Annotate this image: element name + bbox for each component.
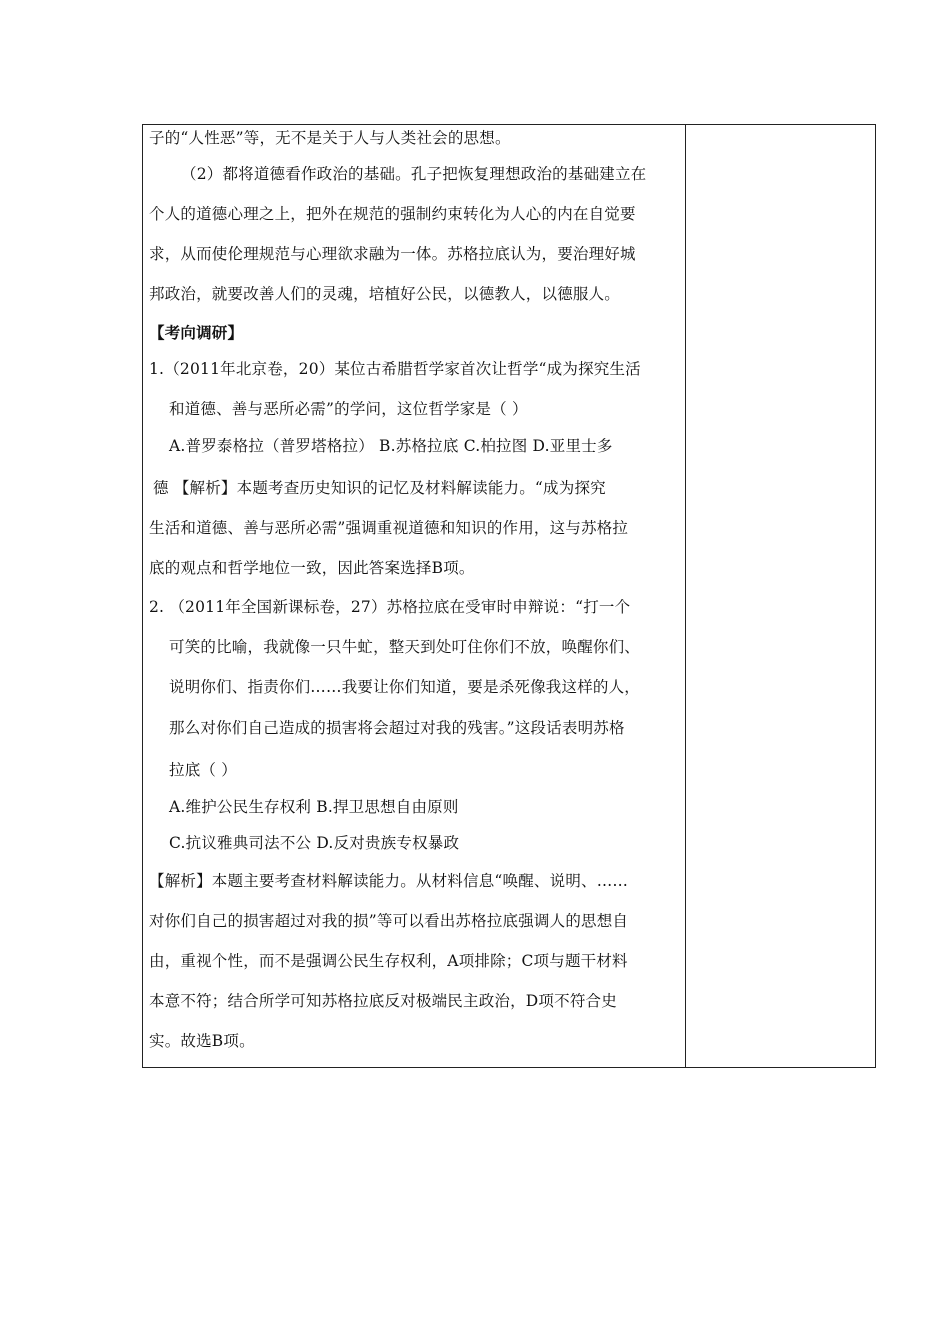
question-2-analysis: 对你们自己的损害超过对我的损”等可以看出苏格拉底强调人的思想自: [149, 912, 629, 930]
question-2-options: A.维护公民生存权利 B.捍卫思想自由原则: [169, 798, 459, 816]
question-1-stem: 1.（2011年北京卷，20）某位古希腊哲学家首次让哲学“成为探究生活: [149, 360, 641, 378]
question-1-analysis: 生活和道德、善与恶所必需”强调重视道德和知识的作用，这与苏格拉: [149, 519, 629, 537]
intro-line: 子的“人性恶”等，无不是关于人与人类社会的思想。: [149, 129, 511, 147]
question-2-stem: 那么对你们自己造成的损害将会超过对我的残害。”这段话表明苏格: [169, 719, 625, 737]
paragraph-line: （2）都将道德看作政治的基础。孔子把恢复理想政治的基础建立在: [181, 165, 647, 183]
question-2-options: C.抗议雅典司法不公 D.反对贵族专权暴政: [169, 834, 460, 852]
question-2-analysis: 实。故选B项。: [149, 1032, 255, 1050]
question-2-stem: 2. （2011年全国新课标卷，27）苏格拉底在受审时申辩说：“打一个: [149, 598, 631, 616]
question-2-analysis: 【解析】本题主要考查材料解读能力。从材料信息“唤醒、说明、……: [149, 872, 629, 890]
question-2-analysis: 本意不符；结合所学可知苏格拉底反对极端民主政治，D项不符合史: [149, 992, 617, 1010]
notes-cell: [686, 125, 875, 1067]
paragraph-line: 个人的道德心理之上，把外在规范的强制约束转化为人心的内在自觉要: [149, 205, 636, 223]
question-1-analysis: 底的观点和哲学地位一致，因此答案选择B项。: [149, 559, 475, 577]
question-1-analysis: 德 【解析】本题考查历史知识的记忆及材料解读能力。“成为探究: [153, 479, 606, 497]
content-cell: [143, 125, 685, 1067]
question-2-stem: 拉底（ ）: [169, 761, 237, 779]
question-2-stem: 可笑的比喻，我就像一只牛虻，整天到处叮住你们不放，唤醒你们、: [169, 638, 641, 656]
paragraph-line: 邦政治，就要改善人们的灵魂，培植好公民，以德教人，以德服人。: [149, 285, 621, 303]
document-table: [142, 124, 876, 1068]
question-2-analysis: 由，重视个性，而不是强调公民生存权利，A项排除；C项与题干材料: [149, 952, 628, 970]
question-2-stem: 说明你们、指责你们……我要让你们知道，要是杀死像我这样的人，: [169, 678, 641, 696]
question-1-options: A.普罗泰格拉（普罗塔格拉） B.苏格拉底 C.柏拉图 D.亚里士多: [169, 437, 613, 455]
section-heading: 【考向调研】: [149, 323, 244, 342]
paragraph-line: 求，从而使伦理规范与心理欲求融为一体。苏格拉底认为，要治理好城: [149, 245, 636, 263]
question-1-stem: 和道德、善与恶所必需”的学问，这位哲学家是（ ）: [169, 400, 528, 418]
